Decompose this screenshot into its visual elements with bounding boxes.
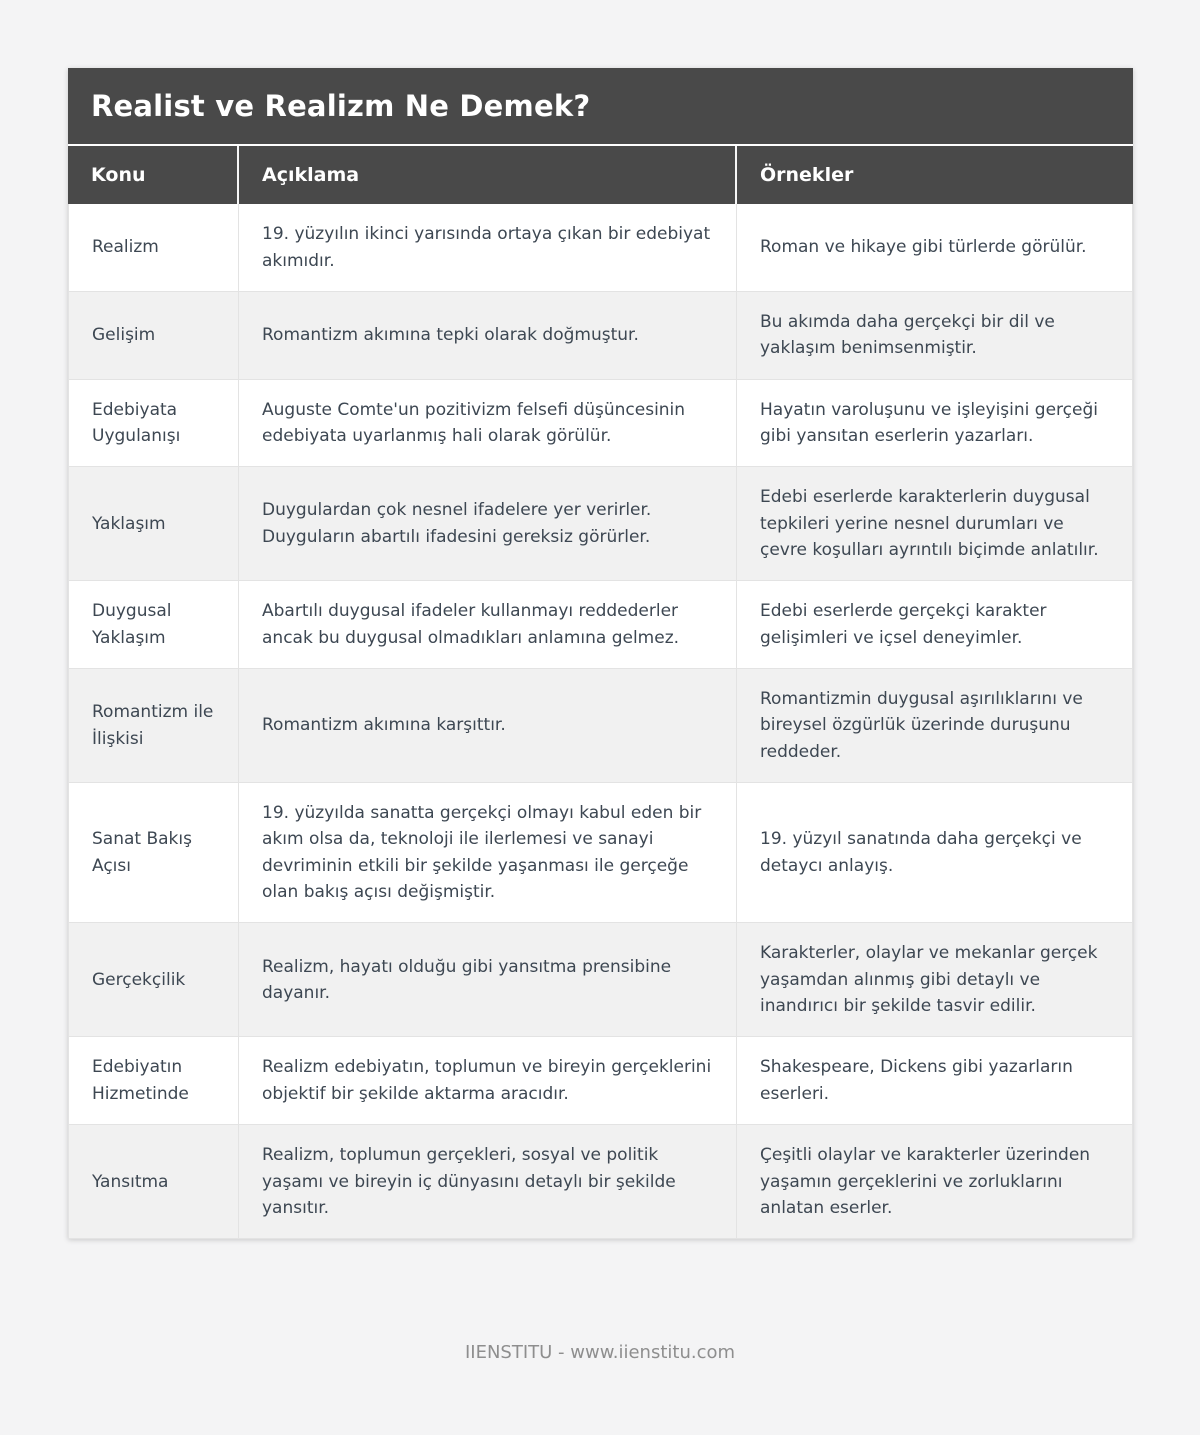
cell-konu: Duygusal Yaklaşım: [92, 601, 172, 648]
cell-konu: Gerçekçilik: [92, 969, 186, 990]
table-row: [69, 379, 1132, 467]
cell-ornekler: Romantizmin duygusal aşırılıklarını ve bireysel özgürlük üzerinde duruşunu reddeder.: [736, 669, 1132, 782]
table-row: [69, 204, 1132, 291]
cell-ornekler: 19. yüzyıl sanatında daha gerçekçi ve detaycı anlayış.: [736, 783, 1132, 922]
cell-ornekler: Çeşitli olaylar ve karakterler üzerinden yaşamın gerçeklerini ve zorluklarını anlatan eserler.: [736, 1125, 1132, 1238]
page-title: Realist ve Realizm Ne Demek?: [68, 68, 1133, 144]
column-header-aciklama: Açıklama: [237, 146, 735, 204]
table-row: [69, 1124, 1132, 1238]
table-row: [69, 922, 1132, 1036]
cell-ornekler: Edebi eserlerde gerçekçi karakter gelişimleri ve içsel deneyimler.: [736, 581, 1132, 668]
cell-konu: Gelişim: [92, 325, 156, 346]
content-table-card: [68, 68, 1133, 1239]
cell-ornekler: Hayatın varoluşunu ve işleyişini gerçeği gibi yansıtan eserlerin yazarları.: [736, 380, 1132, 467]
cell-aciklama: Abartılı duygusal ifadeler kullanmayı reddederler ancak bu duygusal olmadıkları anlamına gelmez.: [238, 581, 736, 668]
cell-ornekler: Roman ve hikaye gibi türlerde görülür.: [736, 204, 1132, 291]
table-row: [69, 291, 1132, 379]
cell-aciklama: Realizm, hayatı olduğu gibi yansıtma prensibine dayanır.: [238, 923, 736, 1036]
table-row: [69, 782, 1132, 922]
cell-ornekler: Edebi eserlerde karakterlerin duygusal tepkileri yerine nesnel durumları ve çevre koşulları ayrıntılı biçimde anlatılır.: [736, 467, 1132, 580]
cell-aciklama: Realizm edebiyatın, toplumun ve bireyin gerçeklerini objektif bir şekilde aktarma aracıdır.: [238, 1037, 736, 1124]
cell-aciklama: Realizm, toplumun gerçekleri, sosyal ve politik yaşamı ve bireyin iç dünyasını detaylı bir şekilde yansıtır.: [238, 1125, 736, 1238]
cell-konu: Sanat Bakış Açısı: [92, 829, 192, 876]
table-header-row: [68, 146, 1133, 204]
cell-konu: Yansıtma: [92, 1171, 169, 1192]
cell-aciklama: Romantizm akımına tepki olarak doğmuştur.: [238, 292, 736, 379]
cell-konu: Yaklaşım: [92, 513, 166, 534]
table-row: [69, 668, 1132, 782]
footer-credit: IIENSTITU - www.iienstitu.com: [464, 1342, 736, 1363]
table-body: [68, 204, 1133, 1239]
cell-konu: Edebiyata Uygulanışı: [92, 399, 181, 446]
column-header-ornekler: Örnekler: [735, 146, 1133, 204]
cell-ornekler: Shakespeare, Dickens gibi yazarların eserleri.: [736, 1037, 1132, 1124]
table-row: [69, 466, 1132, 580]
cell-aciklama: Duygulardan çok nesnel ifadelere yer verirler. Duyguların abartılı ifadesini gereksiz görürler.: [238, 467, 736, 580]
cell-ornekler: Karakterler, olaylar ve mekanlar gerçek yaşamdan alınmış gibi detaylı ve inandırıcı bir şekilde tasvir edilir.: [736, 923, 1132, 1036]
cell-aciklama: 19. yüzyılın ikinci yarısında ortaya çıkan bir edebiyat akımıdır.: [238, 204, 736, 291]
cell-konu: Edebiyatın Hizmetinde: [92, 1057, 189, 1104]
cell-aciklama: Auguste Comte'un pozitivizm felsefi düşüncesinin edebiyata uyarlanmış hali olarak görülür.: [238, 380, 736, 467]
table-row: [69, 1036, 1132, 1124]
cell-konu: Realizm: [92, 237, 159, 258]
cell-konu: Romantizm ile İlişkisi: [92, 702, 214, 749]
cell-aciklama: 19. yüzyılda sanatta gerçekçi olmayı kabul eden bir akım olsa da, teknoloji ile ilerlemesi ve sanayi devriminin etkili bir şekilde yaşanması ile gerçeğe olan bakış açısı değişmiştir.: [238, 783, 736, 922]
table-row: [69, 580, 1132, 668]
cell-aciklama: Romantizm akımına karşıttır.: [238, 669, 736, 782]
column-header-konu: Konu: [91, 164, 146, 187]
cell-ornekler: Bu akımda daha gerçekçi bir dil ve yaklaşım benimsenmiştir.: [736, 292, 1132, 379]
